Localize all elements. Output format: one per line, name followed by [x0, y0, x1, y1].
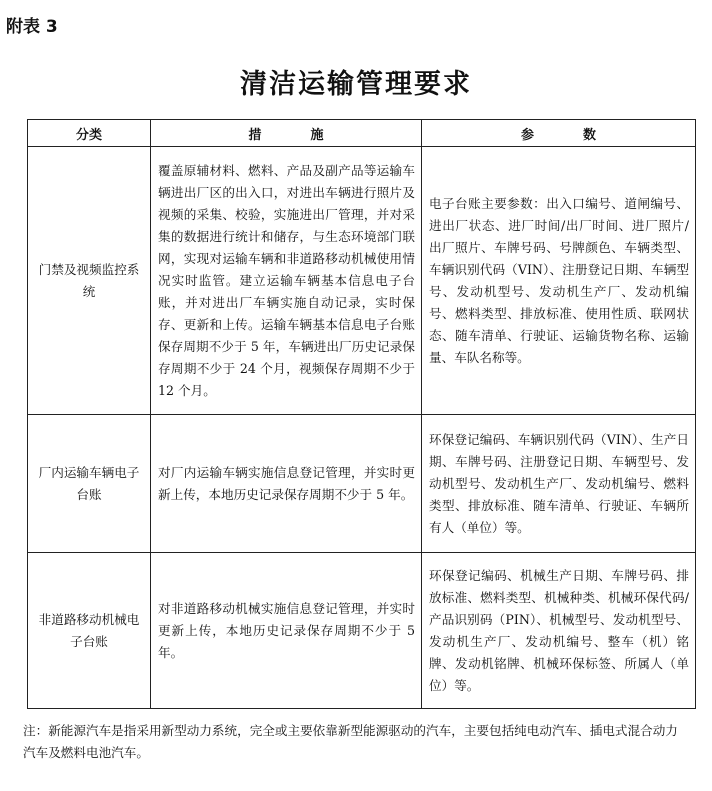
header-category: 分类 [28, 120, 151, 147]
row-category: 厂内运输车辆电子台账 [28, 415, 151, 553]
table-row [28, 147, 696, 415]
table-row [28, 553, 696, 709]
row-category: 非道路移动机械电子台账 [28, 553, 151, 709]
table-header-row [28, 120, 696, 147]
row-measures: 对非道路移动机械实施信息登记管理，并实时更新上传，本地历史记录保存周期不少于 5 年。 [151, 553, 422, 709]
page-title: 清洁运输管理要求 [240, 69, 472, 100]
row-measures: 覆盖原辅材料、燃料、产品及副产品等运输车辆进出厂区的出入口，对进出车辆进行照片及视频的采集、校验，实施进出厂管理，并对采集的数据进行统计和储存，与生态环境部门联网，实现对运输车辆和非道路移动机械使用情况实时监管。建立运输车辆基本信息电子台账，并对进出厂车辆实施自动记录，实时保存、更新和上传。运输车辆基本信息电子台账保存周期不少于 5 年，车辆进出厂历史记录保存周期不少于 24 个月，视频保存周期不少于 12 个月。 [151, 147, 422, 415]
footnote: 注：新能源汽车是指采用新型动力系统，完全或主要依靠新型能源驱动的汽车，主要包括纯电动汽车、插电式混合动力汽车及燃料电池汽车。 [23, 723, 678, 760]
header-parameters: 参 数 [422, 120, 696, 147]
requirements-table [27, 119, 696, 709]
row-parameters: 电子台账主要参数：出入口编号、道闸编号、进出厂状态、进厂时间/出厂时间、进厂照片/出厂照片、车牌号码、号牌颜色、车辆类型、车辆识别代码（VIN）、注册登记日期、车辆型号、发动机型号、发动机生产厂、发动机编号、燃料类型、排放标准、使用性质、联网状态、随车清单、行驶证、运输货物名称、运输量、车队名称等。 [422, 147, 696, 415]
row-parameters: 环保登记编码、机械生产日期、车牌号码、排放标准、燃料类型、机械种类、机械环保代码/产品识别码（PIN）、机械型号、发动机型号、发动机生产厂、发动机编号、整车（机）铭牌、发动机铭牌、机械环保标签、所属人（单位）等。 [422, 553, 696, 709]
row-category: 门禁及视频监控系统 [28, 147, 151, 415]
appendix-label: 附表 3 [6, 17, 58, 37]
row-measures: 对厂内运输车辆实施信息登记管理，并实时更新上传，本地历史记录保存周期不少于 5 年。 [151, 415, 422, 553]
table-row [28, 415, 696, 553]
header-measures: 措 施 [151, 120, 422, 147]
row-parameters: 环保登记编码、车辆识别代码（VIN）、生产日期、车牌号码、注册登记日期、车辆型号、发动机型号、发动机生产厂、发动机编号、燃料类型、排放标准、随车清单、行驶证、车辆所有人（单位）等。 [422, 415, 696, 553]
